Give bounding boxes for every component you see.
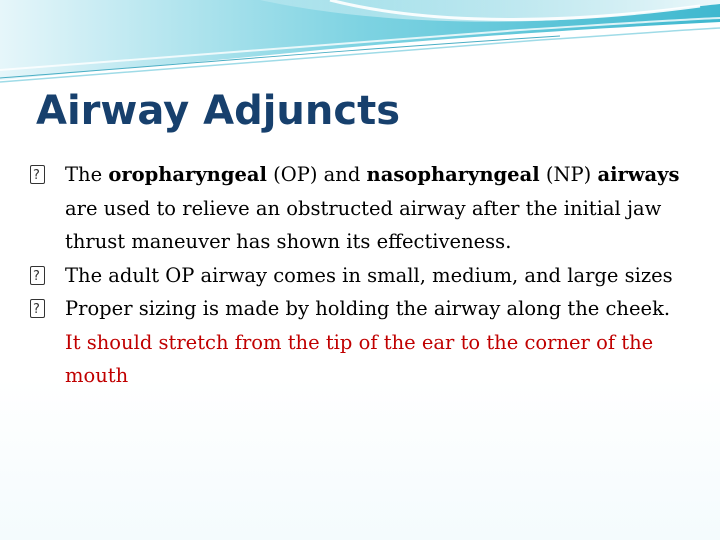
text-run-bold: oropharyngeal [108, 163, 267, 186]
missing-glyph-icon [30, 292, 65, 329]
text-run-bold: nasopharyngeal [366, 163, 540, 186]
text-run: The adult OP airway comes in small, medium, and large sizes [65, 263, 673, 287]
bullet-item [30, 259, 690, 293]
text-run: The [65, 163, 109, 186]
text-run-emphasis: It should stretch from the tip of the ear to the corner of the mouth [65, 330, 654, 387]
bullet-item [30, 292, 690, 393]
bullet-item [30, 158, 690, 259]
text-run-bold: airways [597, 163, 680, 186]
bullet-list [30, 158, 690, 393]
text-run: (NP) [539, 163, 598, 186]
text-run: Proper sizing is made by holding the airway along the cheek. [65, 297, 671, 320]
slide-title: Airway Adjuncts [36, 88, 401, 134]
header-wave-decoration [0, 0, 720, 95]
missing-glyph-icon [30, 259, 65, 296]
text-run: are used to relieve an obstructed airway after the initial jaw thrust maneuver has shown its effectiveness. [65, 196, 662, 253]
text-run: (OP) and [266, 163, 367, 186]
missing-glyph-icon [30, 158, 65, 195]
